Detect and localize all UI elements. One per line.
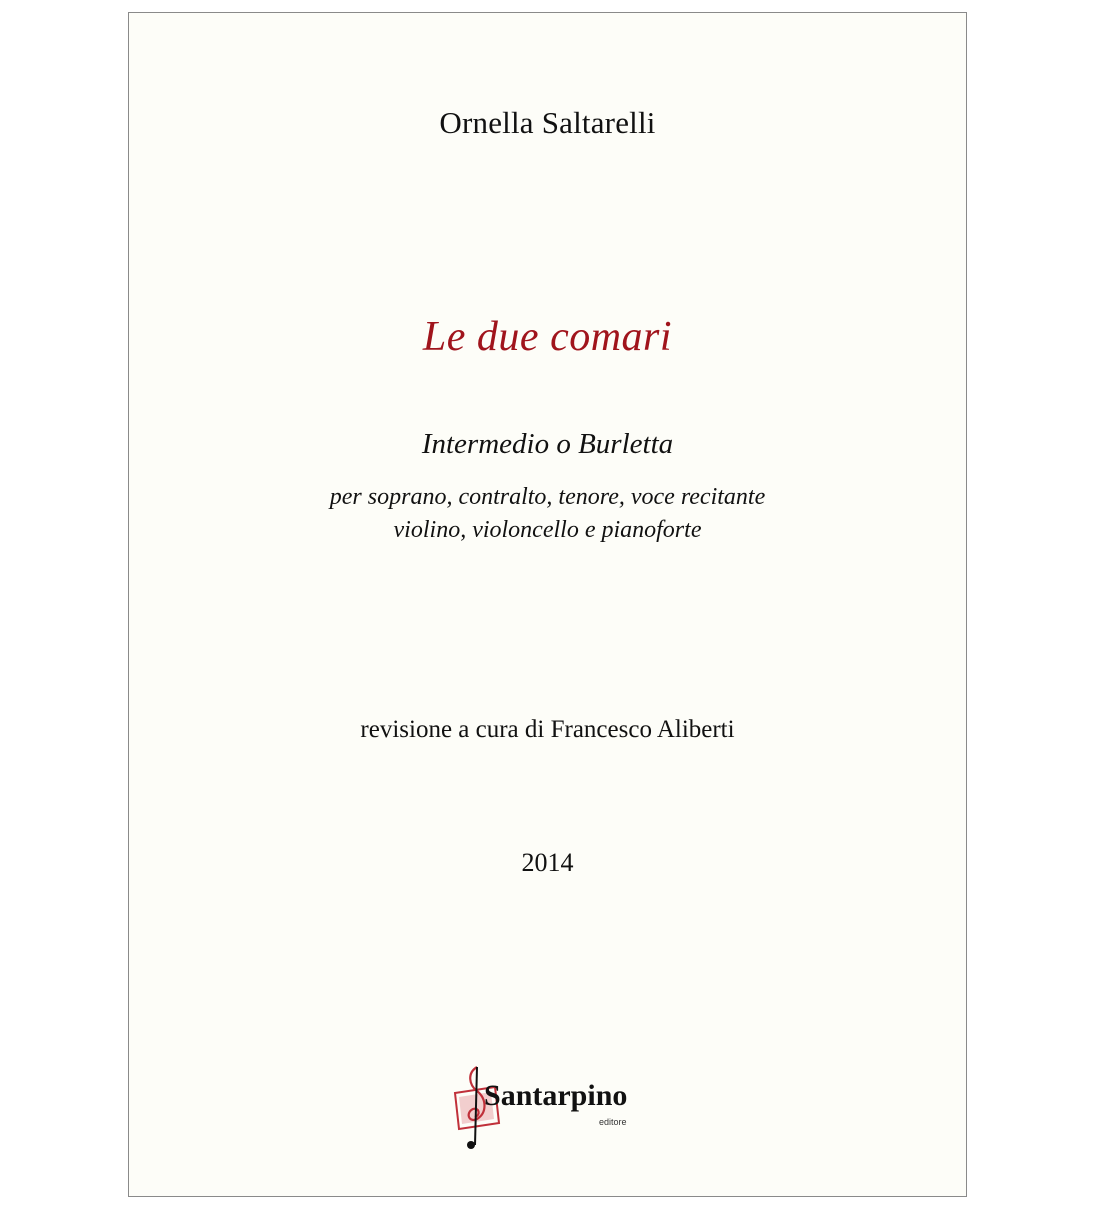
book-cover [128, 12, 967, 1197]
publisher-tagline: editore [599, 1117, 627, 1127]
scoring-line-2: violino, violoncello e pianoforte [393, 517, 702, 543]
revision-credit: revisione a cura di Francesco Aliberti [360, 716, 735, 743]
publication-year: 2014 [521, 848, 574, 877]
publisher-name [484, 1079, 627, 1113]
author-name: Ornella Saltarelli [439, 105, 656, 140]
publisher-logo [129, 1063, 966, 1163]
publisher-initial: S [484, 1079, 501, 1112]
publisher-name-rest: antarpino [500, 1079, 628, 1112]
book-title: Le due comari [422, 314, 673, 360]
scoring-line-1: per soprano, contralto, tenore, voce recitante [329, 484, 766, 510]
book-subtitle: Intermedio o Burletta [421, 428, 674, 460]
